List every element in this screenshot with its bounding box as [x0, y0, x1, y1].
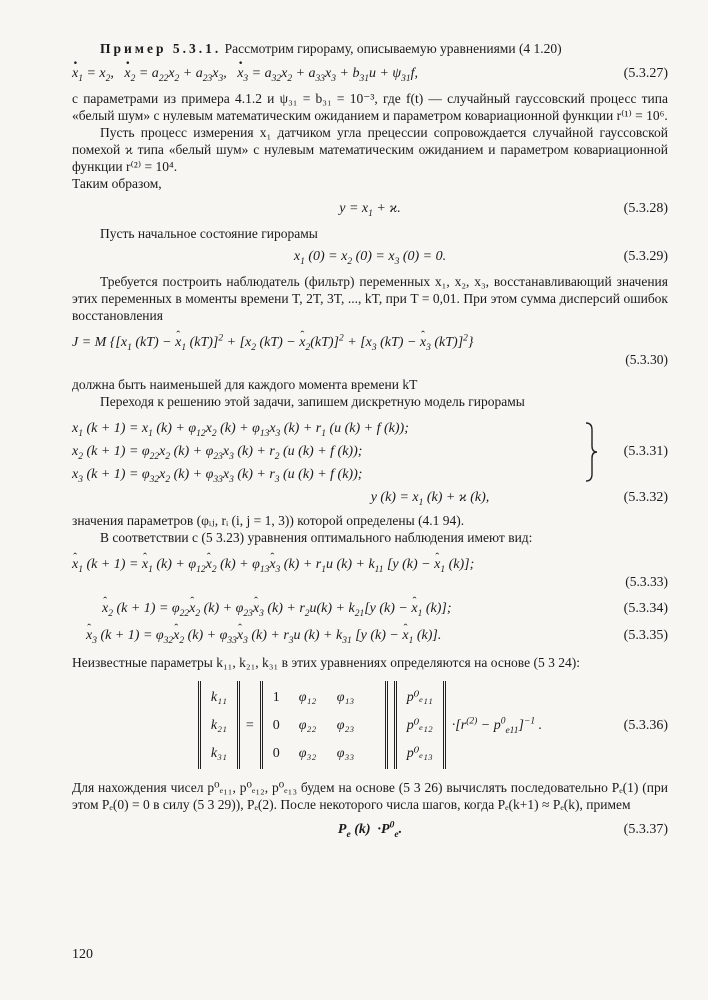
equation-number: (5.3.35) — [623, 628, 668, 643]
equation-5-3-32: y $(k) = x_1$ (k) + ϰ (k), (5.3.32) — [370, 490, 668, 508]
paragraph: значения параметров (φᵢⱼ, rᵢ (i, j = 1, 3)) которой определены (4.1 94). — [72, 513, 465, 528]
equation-5-3-29: $x_1$ $(0) = x_2$ $(0) = x_3$ (0) = 0. (5.3.29) — [293, 249, 668, 267]
paragraph: Неизвестные параметры k₁₁, k₂₁, k₃₁ в этих уравнениях определяются на основе (5 3 24): — [72, 655, 580, 670]
equation-system-5-3-31: $x_1$ $(k + 1) = x_1$ $(k) + \varphi_{12}x_2$ $(k) + \varphi_{13}x_3$ $(k) + r_1$ (u (k) + f (k)); $x_2$ $(k + 1) = \varphi_{22}x_2$ $(k) + \varphi_{23}x_3$ $(k) + r_2$ (u (k) + f (k)); (5.3.31) $x_3$ $(k + 1) = \varphi_{32}x_2$ $(k) + \varphi_{33}x_3$ $(k) + r_3$ (u (k) + f (k)); — [72, 421, 668, 485]
equation-number: (5.3.28) — [623, 201, 668, 216]
equation-number: (5.3.30) — [625, 352, 668, 367]
equation-number: (5.3.34) — [623, 601, 668, 616]
paragraph: В соответствии с (5 3.23) уравнения оптимального наблюдения имеют вид: — [100, 530, 533, 545]
equation-5-3-37: $P_e$ $(k) \cdot P^0_e$. (5.3.37) — [337, 820, 668, 840]
paragraph: должна быть наименьшей для каждого момента времени kT — [72, 377, 418, 392]
equation-number: (5.3.29) — [623, 249, 668, 264]
matrix-p: p⁰ₑ₁₁ p⁰ₑ₁₂ p⁰ₑ₁₃ — [394, 681, 446, 769]
equation-5-3-27: · $x_1 = x_2$, · $x_2 = a_{22}x_2 + a_{23}x_3$, · $x_3 = a_{32}x_2 + a_{33}x_3 + b_{31}u + \psi_{31}f$, (5.3.27) — [72, 65, 668, 82]
equation-5-3-35: ˆ $x_3$ $(k + 1) = \varphi_{32}ˆ$ $x_2$ $(k) + \varphi_{33}ˆ$ $x_3$ $(k) + r_3u$ $(k) + k_{31}$ [y (k) − ˆ $x_1$ (k)]. (5.3.35) — [72, 627, 668, 644]
page-number: 120 — [72, 947, 93, 962]
equation-number: (5.3.27) — [623, 66, 668, 81]
paragraph: Требуется построить наблюдатель (фильтр) переменных x₁, x₂, x₃, восстанавливающий значения этих переменных в моменты времени T, 2T, 3T, ..., kT, при T = 0,01. При этом сумма дисперсий ошибок восстановления — [72, 274, 668, 323]
example-title: Пример 5.3.1. — [100, 41, 222, 56]
paragraph: Пусть начальное состояние гирорамы — [100, 226, 318, 241]
paragraph: Переходя к решению этой задачи, запишем дискретную модель гирорамы — [100, 394, 525, 409]
equation-number: (5.3.31) — [623, 444, 668, 459]
right-brace-icon — [584, 422, 598, 482]
equation-number: (5.3.37) — [623, 822, 668, 837]
example-text: Рассмотрим гирораму, описываемую уравнениями (4 1.20) — [224, 41, 562, 56]
equation-5-3-34: ˆ $x_2$ $(k + 1) = \varphi_{22}ˆ$ $x_2$ $(k) + \varphi_{23}ˆ$ $x_3$ $(k) + r_2u(k) + k_{21}[y$ (k) − ˆ $x_1$ (k)]; (5.3.34) — [72, 600, 668, 617]
equation-5-3-28: $y = x_1 + ϰ$. (5.3.28) — [339, 201, 668, 219]
equation-number: (5.3.33) — [625, 574, 668, 589]
matrix-phi: 1 φ₁₂ φ₁₃ 0 φ₂₂ φ₂₃ 0 φ₃₂ φ₃₃ — [260, 681, 388, 769]
equation-number: (5.3.32) — [623, 490, 668, 505]
paragraph: с параметрами из примера 4.1.2 и ψ₃₁ = b₃₁ = 10⁻³, где f(t) — случайный гауссовский процесс типа «белый шум» с нулевым математическим ожиданием и параметром ковариационной функции r⁽¹⁾ = 10⁶. — [72, 91, 668, 123]
paragraph: Пусть процесс измерения x₁ датчиком угла прецессии сопровождается случайной гауссовской помехой ϰ типа «белый шум» с нулевым математическим ожиданием и параметром ковариационной функции r⁽²⁾ = 10⁴. — [72, 125, 668, 174]
paragraph: Таким образом, — [72, 176, 162, 191]
paragraph: Для нахождения чисел p⁰ₑ₁₁, p⁰ₑ₁₂, p⁰ₑ₁₃ будем на основе (5 3 26) вычислять последовательно Pₑ(1) (при этом Pₑ(0) = 0 в силу (5 3 29)), Pₑ(2). После некоторого числа шагов, когда Pₑ(k+1) ≈ Pₑ(k), примем — [72, 780, 668, 812]
equation-number: (5.3.36) — [623, 717, 668, 733]
equation-5-3-30: J = M {[$x_1$ (kT) − ˆ $x_1$ $(kT)]^2 + [x_2$ (kT) − ˆ $x_2(kT)]^2 + [x_3$ (kT) − ˆ $x_3$ (kT)]$^2$} — [72, 334, 668, 351]
equation-5-3-36: k₁₁ k₂₁ k₃₁ = 1 φ₁₂ φ₁₃ 0 φ₂₂ φ₂₃ 0 φ₃₂ φ₃₃ p⁰ₑ₁₁ p⁰ₑ₁₂ p⁰ₑ₁₃ $\cdot[r^{(2)} - p^0_{e11}]^{-1}$ . (5.3.36) — [72, 681, 668, 769]
matrix-k: k₁₁ k₂₁ k₃₁ — [198, 681, 240, 769]
example-intro — [72, 40, 668, 57]
page-body — [72, 40, 668, 838]
equation-5-3-33: ˆ $x_1$ (k + 1) = ˆ $x_1$ $(k) + \varphi_{12}ˆ$ $x_2$ $(k) + \varphi_{13}ˆ$ $x_3$ $(k) + r_1u$ $(k) + k_{11}$ [y (k) − ˆ $x_1$ (k)]; — [72, 556, 668, 573]
